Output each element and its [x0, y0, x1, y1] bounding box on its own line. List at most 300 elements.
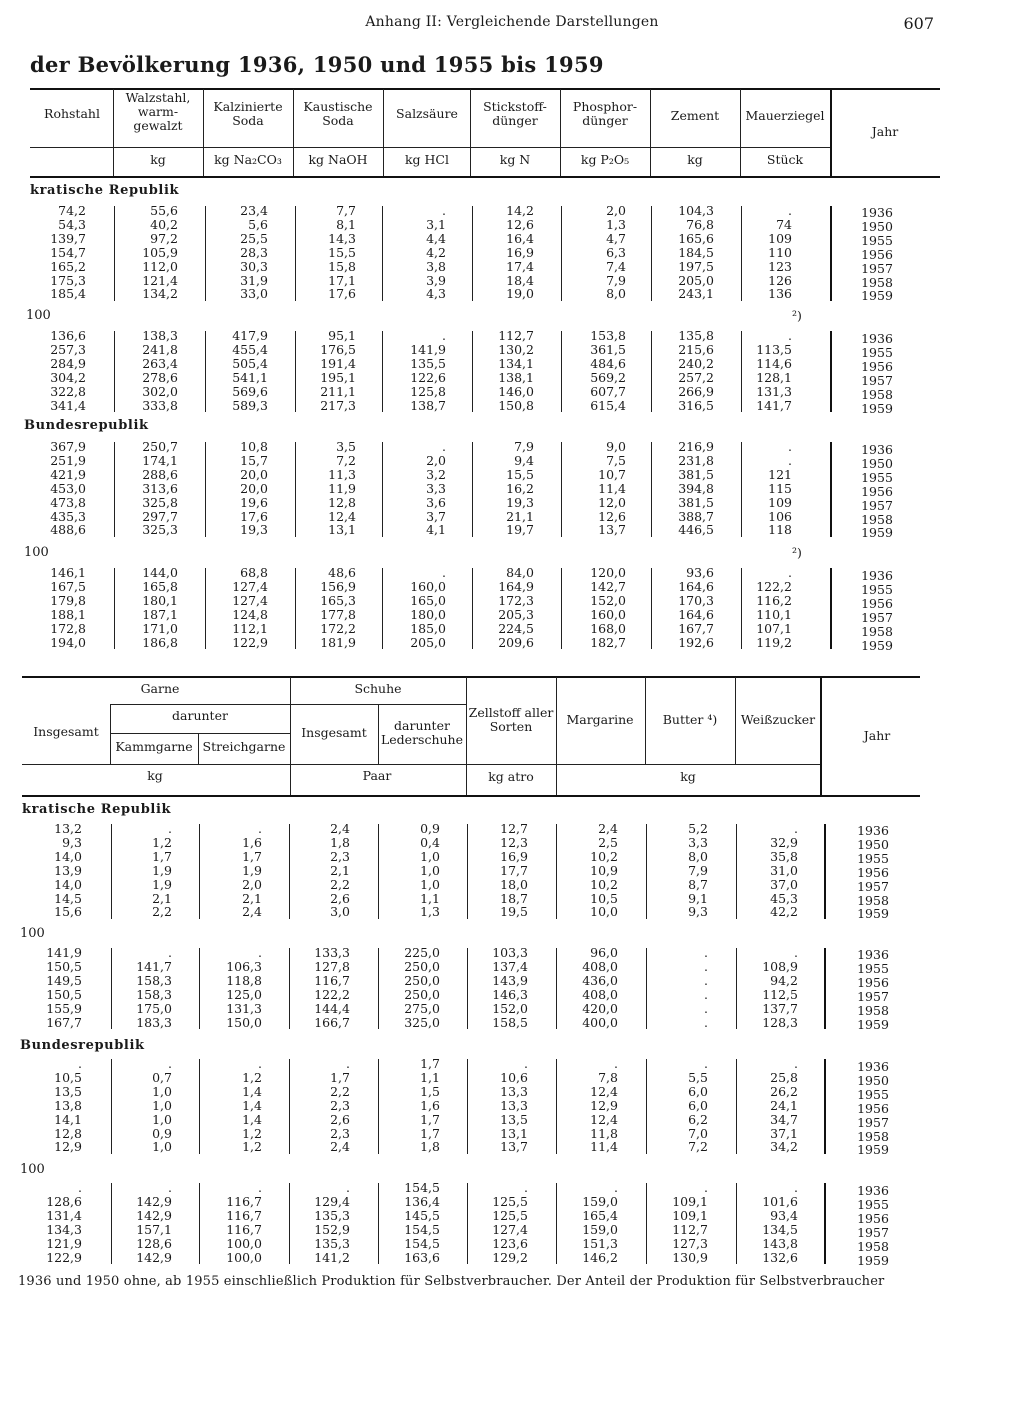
column-divider: [378, 1183, 379, 1264]
year-label: 1936: [861, 331, 893, 346]
table-cell: 146,2: [582, 1249, 618, 1265]
table-cell: 1,0: [152, 1111, 172, 1127]
table-cell: 16,9: [500, 848, 528, 864]
column-divider: [556, 1183, 557, 1264]
column-header: Phosphor-dünger: [572, 99, 638, 128]
table-cell: 9,3: [62, 834, 82, 850]
year-label: 1957: [861, 609, 893, 625]
table-cell: .: [704, 1180, 708, 1195]
table-cell: 541,1: [232, 369, 268, 385]
table-cell: 484,6: [590, 355, 626, 371]
table-cell: 2,1: [242, 890, 262, 906]
table-cell: 139,7: [50, 230, 86, 246]
year-label: 1936: [857, 1183, 889, 1198]
table-cell: 10,7: [598, 466, 626, 482]
table-cell: 216,9: [678, 439, 714, 454]
table-cell: 166,7: [314, 1014, 350, 1030]
table-cell: .: [788, 439, 792, 454]
table-cell: 1,9: [152, 876, 172, 892]
table-cell: 149,5: [46, 972, 82, 988]
table-cell: 138,3: [142, 328, 178, 343]
table-cell: 18,7: [500, 890, 528, 906]
table-cell: 2,5: [598, 834, 618, 850]
year-label: 1956: [861, 358, 893, 374]
year-label: 1956: [861, 246, 893, 262]
table-cell: .: [704, 1014, 708, 1030]
table-cell: 126: [768, 272, 792, 288]
table-cell: 124,8: [232, 606, 268, 622]
table-cell: 11,3: [328, 466, 356, 482]
table-cell: 14,1: [54, 1111, 82, 1127]
column-divider: [114, 442, 115, 537]
table-cell: 37,1: [770, 1125, 798, 1141]
table-cell: 159,0: [582, 1193, 618, 1209]
column-divider: [199, 1183, 200, 1264]
table-cell: 172,3: [498, 592, 534, 608]
table-cell: 130,9: [672, 1249, 708, 1265]
year-label: 1957: [857, 988, 889, 1004]
column-divider: [472, 442, 473, 537]
table-cell: 4,7: [606, 230, 626, 246]
table-cell: 1,2: [152, 834, 172, 850]
column-divider: [561, 331, 562, 412]
table-cell: 284,9: [50, 355, 86, 371]
column-divider: [382, 442, 383, 537]
table-cell: 257,3: [50, 341, 86, 357]
table-cell: 164,9: [498, 578, 534, 594]
table-cell: 116,7: [226, 1207, 262, 1223]
table-cell: 132,6: [762, 1249, 798, 1265]
table-cell: 10,8: [240, 439, 268, 454]
table-cell: 150,5: [46, 986, 82, 1002]
table-cell: 129,2: [492, 1249, 528, 1265]
year-label: 1958: [861, 623, 893, 639]
table-cell: 181,9: [320, 634, 356, 650]
column-divider: [741, 568, 742, 649]
table-cell: 142,7: [590, 578, 626, 594]
table-cell: 112,5: [762, 986, 798, 1002]
table-cell: 183,3: [136, 1014, 172, 1030]
table-cell: 114,6: [756, 355, 792, 371]
table-cell: 569,2: [590, 369, 626, 385]
table-cell: 127,4: [492, 1221, 528, 1237]
column-divider: [561, 442, 562, 537]
table-cell: .: [704, 1056, 708, 1071]
table-cell: 116,7: [314, 972, 350, 988]
table-cell: 3,7: [426, 508, 446, 524]
column-divider: [650, 89, 651, 176]
unit-label: Stück: [766, 152, 804, 167]
table-cell: 172,8: [50, 620, 86, 636]
year-label: 1955: [857, 960, 889, 976]
table-cell: 125,0: [226, 986, 262, 1002]
table-cell: 17,1: [328, 272, 356, 288]
table-cell: 11,4: [598, 480, 626, 496]
table-cell: 141,7: [136, 958, 172, 974]
sub-header-darunter: darunter: [172, 708, 228, 723]
table-cell: 12,6: [598, 508, 626, 524]
table-cell: 121: [768, 466, 792, 482]
column-header: Margarine: [566, 712, 634, 727]
table-cell: 112,7: [672, 1221, 708, 1237]
table-cell: 5,2: [688, 821, 708, 836]
table-cell: 26,2: [770, 1083, 798, 1099]
table-cell: 134,5: [762, 1221, 798, 1237]
column-divider: [651, 331, 652, 412]
column-divider: [199, 1059, 200, 1154]
table-cell: 185,4: [50, 286, 86, 302]
year-label: 1958: [861, 274, 893, 290]
table-cell: 12,9: [590, 1097, 618, 1113]
table-cell: 35,8: [770, 848, 798, 864]
table-cell: 2,3: [330, 1097, 350, 1113]
table-cell: 122,2: [756, 578, 792, 594]
column-divider: [382, 331, 383, 412]
table-cell: 333,8: [142, 397, 178, 413]
section-label: 100: [26, 308, 51, 323]
column-divider: [824, 1183, 826, 1264]
column-divider: [470, 89, 471, 176]
table-cell: 116,7: [226, 1221, 262, 1237]
unit-label: kg Na₂CO₃: [214, 152, 282, 167]
table-cell: .: [258, 945, 262, 960]
table-cell: .: [442, 439, 446, 454]
column-header-year: Jahr: [871, 124, 899, 139]
table-cell: 304,2: [50, 369, 86, 385]
table-cell: 34,2: [770, 1139, 798, 1155]
table-cell: 40,2: [150, 216, 178, 232]
year-label: 1958: [857, 1002, 889, 1018]
table-cell: 12,4: [590, 1083, 618, 1099]
year-label: 1955: [861, 581, 893, 597]
table-cell: 143,9: [492, 972, 528, 988]
column-divider: [824, 824, 826, 919]
column-header: Mauerziegel: [745, 108, 825, 123]
column-header: Insgesamt: [33, 724, 99, 739]
column-divider: [467, 1183, 468, 1264]
column-divider: [295, 568, 296, 649]
column-divider: [830, 89, 832, 176]
table-cell: 569,6: [232, 383, 268, 399]
table-cell: 10,5: [54, 1069, 82, 1085]
year-label: 1956: [857, 1210, 889, 1226]
year-label: 1955: [861, 469, 893, 485]
table-cell: .: [524, 1056, 528, 1071]
table-cell: 2,4: [330, 821, 350, 836]
table-cell: 381,5: [678, 466, 714, 482]
table-cell: 120,0: [590, 565, 626, 580]
table-cell: 195,1: [320, 369, 356, 385]
table-cell: 1,7: [242, 848, 262, 864]
table-cell: 14,5: [54, 890, 82, 906]
table-cell: 11,9: [328, 480, 356, 496]
column-header: Kammgarne: [115, 739, 193, 754]
table-cell: 93,4: [770, 1207, 798, 1223]
column-divider: [736, 824, 737, 919]
group-header-garne: Garne: [140, 681, 180, 696]
table-cell: 167,7: [678, 620, 714, 636]
table-cell: 1,4: [242, 1097, 262, 1113]
table-cell: 1,2: [242, 1139, 262, 1155]
table-cell: 84,0: [506, 565, 534, 580]
table-cell: 2,2: [330, 1083, 350, 1099]
table-cell: 13,8: [54, 1097, 82, 1113]
table-cell: 288,6: [142, 466, 178, 482]
table-cell: 136,6: [50, 328, 86, 343]
table-cell: .: [168, 1056, 172, 1071]
table-cell: 2,2: [152, 904, 172, 920]
year-label: 1936: [857, 1059, 889, 1074]
table-cell: 188,1: [50, 606, 86, 622]
table-cell: 1,6: [420, 1097, 440, 1113]
table-cell: 4,2: [426, 244, 446, 260]
table-cell: 12,7: [500, 821, 528, 836]
table-cell: 14,0: [54, 876, 82, 892]
year-label: 1957: [861, 260, 893, 276]
table-cell: 197,5: [678, 258, 714, 274]
column-header: Kalzinierte Soda: [213, 99, 283, 128]
table-cell: 187,1: [142, 606, 178, 622]
table-cell: 127,4: [232, 592, 268, 608]
column-divider: [646, 1059, 647, 1154]
column-divider: [382, 206, 383, 301]
table-cell: 100,0: [226, 1235, 262, 1251]
table-cell: 9,1: [688, 890, 708, 906]
table-cell: .: [788, 203, 792, 218]
table-cell: 74,2: [58, 203, 86, 218]
column-divider: [741, 331, 742, 412]
table-cell: 112,0: [142, 258, 178, 274]
table-cell: .: [258, 1056, 262, 1071]
year-label: 1959: [861, 288, 893, 304]
table-cell: 125,5: [492, 1193, 528, 1209]
table-cell: 103,3: [492, 945, 528, 960]
table-cell: 10,9: [590, 862, 618, 878]
table-cell: 68,8: [240, 565, 268, 580]
section-label: Bundesrepublik: [20, 1038, 145, 1053]
table-cell: 16,4: [506, 230, 534, 246]
table-cell: 13,7: [598, 522, 626, 538]
table-cell: 420,0: [582, 1000, 618, 1016]
column-divider: [295, 442, 296, 537]
table-cell: 127,8: [314, 958, 350, 974]
table-cell: .: [794, 945, 798, 960]
column-header: Zement: [670, 108, 720, 123]
column-header: Stickstoff-dünger: [483, 99, 547, 128]
table-cell: 15,6: [54, 904, 82, 920]
table-cell: 11,4: [590, 1139, 618, 1155]
table-cell: 205,0: [678, 272, 714, 288]
table-cell: 1,7: [152, 848, 172, 864]
year-label: 1955: [861, 344, 893, 360]
table-cell: 136: [768, 286, 792, 302]
year-label: 1950: [861, 218, 893, 234]
table-cell: 1,3: [606, 216, 626, 232]
table-cell: 14,3: [328, 230, 356, 246]
table-cell: 15,5: [328, 244, 356, 260]
table-cell: 1,7: [330, 1069, 350, 1085]
table-cell: 25,5: [240, 230, 268, 246]
year-label: 1956: [861, 483, 893, 499]
table-cell: 243,1: [678, 286, 714, 302]
table-cell: 17,6: [328, 286, 356, 302]
table-cell: 109,1: [672, 1207, 708, 1223]
column-header: Insgesamt: [301, 725, 367, 740]
table-cell: 125,5: [492, 1207, 528, 1223]
table-cell: 589,3: [232, 397, 268, 413]
table-cell: 121,9: [46, 1235, 82, 1251]
table-cell: 134,2: [142, 286, 178, 302]
table-cell: 19,7: [506, 522, 534, 538]
table-cell: 134,3: [46, 1221, 82, 1237]
column-divider: [205, 442, 206, 537]
table-cell: 138,1: [498, 369, 534, 385]
year-label: 1957: [861, 372, 893, 388]
year-label: 1950: [857, 1072, 889, 1088]
table-cell: .: [346, 1180, 350, 1195]
table-cell: 135,3: [314, 1207, 350, 1223]
section-label: kratische Republik: [22, 802, 172, 817]
table-cell: 100,0: [226, 1249, 262, 1265]
table-cell: 1,0: [420, 876, 440, 892]
table-cell: 1,4: [242, 1111, 262, 1127]
table-cell: 76,8: [686, 216, 714, 232]
table-cell: .: [78, 1056, 82, 1071]
table-cell: 13,3: [500, 1083, 528, 1099]
table-cell: 108,9: [762, 958, 798, 974]
table-cell: 116,7: [226, 1193, 262, 1209]
year-label: 1950: [861, 455, 893, 471]
table-cell: 7,9: [606, 272, 626, 288]
year-label: 1958: [857, 892, 889, 908]
table-cell: 14,2: [506, 203, 534, 218]
table-cell: 155,9: [46, 1000, 82, 1016]
table-cell: 2,6: [330, 1111, 350, 1127]
rule-line: [30, 147, 830, 148]
year-label: 1957: [861, 497, 893, 513]
column-divider: [293, 89, 294, 176]
table-cell: 54,3: [58, 216, 86, 232]
table-cell: 145,5: [404, 1207, 440, 1223]
table-cell: 1,2: [242, 1125, 262, 1141]
column-header: Zellstoff aller Sorten: [468, 705, 554, 734]
table-cell: 6,0: [688, 1083, 708, 1099]
table-cell: 325,3: [142, 522, 178, 538]
year-label: 1936: [857, 823, 889, 838]
table-cell: 1,0: [152, 1083, 172, 1099]
table-cell: 13,5: [500, 1111, 528, 1127]
table-cell: 225,0: [404, 945, 440, 960]
table-cell: 11,8: [590, 1125, 618, 1141]
table-cell: 122,2: [314, 986, 350, 1002]
table-cell: 19,0: [506, 286, 534, 302]
table-cell: .: [258, 821, 262, 836]
column-divider: [740, 89, 741, 176]
table-cell: 128,1: [756, 369, 792, 385]
table-cell: 361,5: [590, 341, 626, 357]
table-cell: .: [442, 565, 446, 580]
column-header: Butter ⁴): [662, 712, 718, 727]
table-cell: 400,0: [582, 1014, 618, 1030]
table-cell: 7,2: [688, 1139, 708, 1155]
unit-label: kg N: [499, 152, 531, 167]
table-cell: 250,0: [404, 986, 440, 1002]
column-divider: [830, 331, 832, 412]
rule-line: [110, 704, 290, 705]
table-cell: 7,4: [606, 258, 626, 274]
section-label: Bundesrepublik: [24, 418, 149, 433]
table-cell: 408,0: [582, 986, 618, 1002]
table-cell: .: [168, 821, 172, 836]
table-cell: 9,4: [514, 452, 534, 468]
table-cell: 144,0: [142, 565, 178, 580]
table-cell: 251,9: [50, 452, 86, 468]
column-header-year: Jahr: [863, 728, 891, 743]
column-divider: [472, 206, 473, 301]
table-cell: 141,7: [756, 397, 792, 413]
table-cell: .: [168, 1180, 172, 1195]
column-divider: [561, 568, 562, 649]
year-label: 1958: [861, 386, 893, 402]
table-cell: 0,9: [420, 821, 440, 836]
column-divider: [378, 948, 379, 1029]
table-cell: 3,5: [336, 439, 356, 454]
section-label: 100: [20, 926, 45, 941]
table-cell: 134,1: [498, 355, 534, 371]
table-cell: 2,3: [330, 1125, 350, 1141]
table-cell: 2,0: [242, 876, 262, 892]
table-cell: 137,7: [762, 1000, 798, 1016]
table-cell: 16,2: [506, 480, 534, 496]
table-cell: 2,1: [330, 862, 350, 878]
table-cell: 37,0: [770, 876, 798, 892]
unit-label: kg: [680, 769, 696, 784]
column-divider: [646, 948, 647, 1029]
table-cell: 123: [768, 258, 792, 274]
table-cell: 151,3: [582, 1235, 618, 1251]
table-cell: 112,7: [498, 328, 534, 343]
table-cell: 0,4: [420, 834, 440, 850]
table-cell: .: [794, 1056, 798, 1071]
table-cell: .: [794, 1180, 798, 1195]
rule-line: [110, 733, 290, 734]
year-label: 1956: [857, 864, 889, 880]
table-cell: 184,5: [678, 244, 714, 260]
column-divider: [467, 948, 468, 1029]
table-cell: 142,9: [136, 1193, 172, 1209]
rule-line: [30, 176, 940, 178]
table-cell: 12,4: [590, 1111, 618, 1127]
table-cell: 152,0: [492, 1000, 528, 1016]
year-label: 1955: [857, 1196, 889, 1212]
table-cell: .: [788, 565, 792, 580]
table-cell: 18,0: [500, 876, 528, 892]
table-cell: 231,8: [678, 452, 714, 468]
table-cell: 421,9: [50, 466, 86, 482]
table-cell: 607,7: [590, 383, 626, 399]
table-cell: 101,6: [762, 1193, 798, 1209]
table-cell: 381,5: [678, 494, 714, 510]
table-cell: 250,0: [404, 958, 440, 974]
table-cell: 15,8: [328, 258, 356, 274]
table-cell: 446,5: [678, 522, 714, 538]
table-cell: 250,7: [142, 439, 178, 454]
table-cell: 10,5: [590, 890, 618, 906]
table-cell: 186,8: [142, 634, 178, 650]
table-cell: 122,6: [410, 369, 446, 385]
table-cell: 141,9: [410, 341, 446, 357]
table-cell: 106,3: [226, 958, 262, 974]
